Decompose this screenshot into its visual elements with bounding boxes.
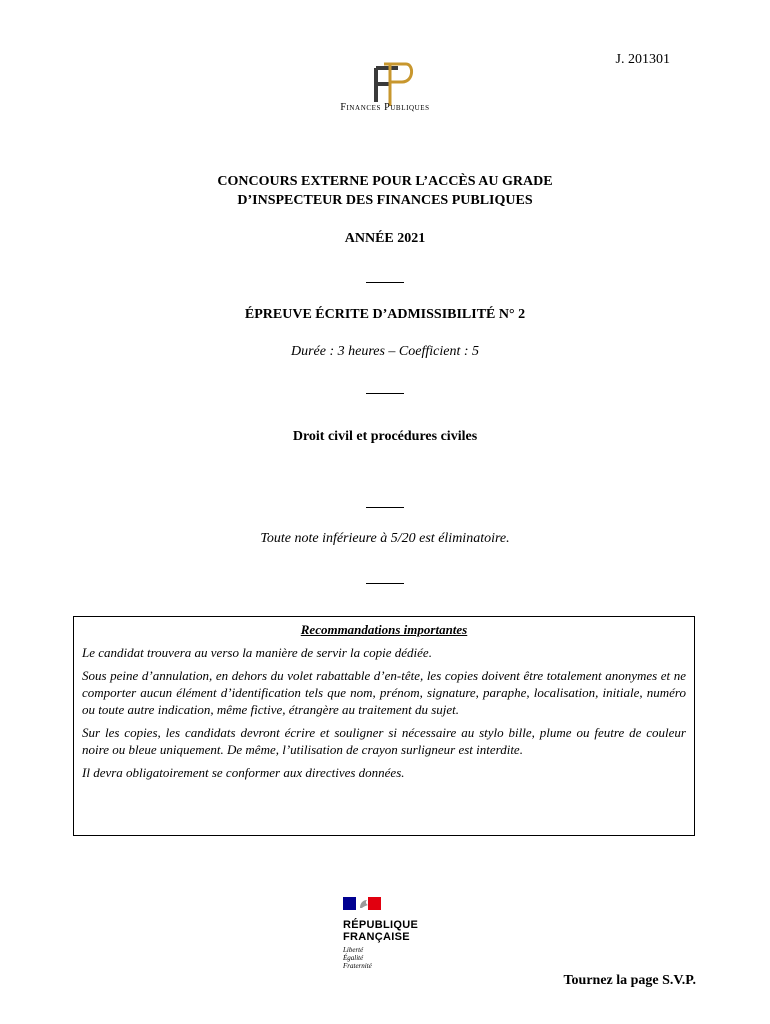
separator-2 [366,393,404,394]
contest-title-line1: CONCOURS EXTERNE POUR L’ACCÈS AU GRADE [217,174,553,189]
separator-1 [366,282,404,283]
contest-title [0,172,770,210]
recommendation-paragraph: Il devra obligatoirement se conformer aux directives données. [82,765,405,780]
recommendations-title: Recommandations importantes [300,622,468,637]
separator-4 [366,583,404,584]
exam-name: ÉPREUVE ÉCRITE D’ADMISSIBILITÉ N° 2 [244,307,526,322]
recommendation-paragraph: Le candidat trouvera au verso la manière de servir la copie dédiée. [82,645,432,660]
motto-egalite: Égalité [343,954,364,962]
motto-liberte: Liberté [343,946,364,954]
contest-title-line2: D’INSPECTEUR DES FINANCES PUBLIQUES [237,193,533,208]
motto-fraternite: Fraternité [343,962,372,970]
reference-code: J. 201301 [615,52,670,67]
marianne-flag-icon [343,897,381,910]
exam-subject: Droit civil et procédures civiles [292,429,478,444]
elimination-note: Toute note inférieure à 5/20 est éliminatoire. [260,531,510,546]
exam-duration: Durée : 3 heures – Coefficient : 5 [290,344,480,359]
turn-page-note: Tournez la page S.V.P. [563,973,696,988]
recommendations-box [73,616,695,836]
republique-line1: RÉPUBLIQUE [343,919,419,931]
republique-line2: FRANÇAISE [343,931,410,943]
republique-francaise-logo [343,897,453,970]
separator-3 [366,507,404,508]
exam-year: ANNÉE 2021 [344,231,426,246]
logo-text: Finances Publiques [340,102,430,113]
recommendation-paragraph: Sous peine d’annulation, en dehors du volet rabattable d’en-tête, les copies doivent être totalement anonymes et ne comporter aucun élément d’identification tels que nom, prénom, signature, paraphe, localisation, initiale, numéro ou toute autre indication, même fictive, étrangère au traitement du sujet. [82,668,686,717]
recommendation-paragraph: Sur les copies, les candidats devront écrire et souligner si nécessaire au stylo bille, plume ou feutre de couleur noire ou bleue uniquement. De même, l’utilisation de crayon surligneur est interdite. [82,725,686,757]
